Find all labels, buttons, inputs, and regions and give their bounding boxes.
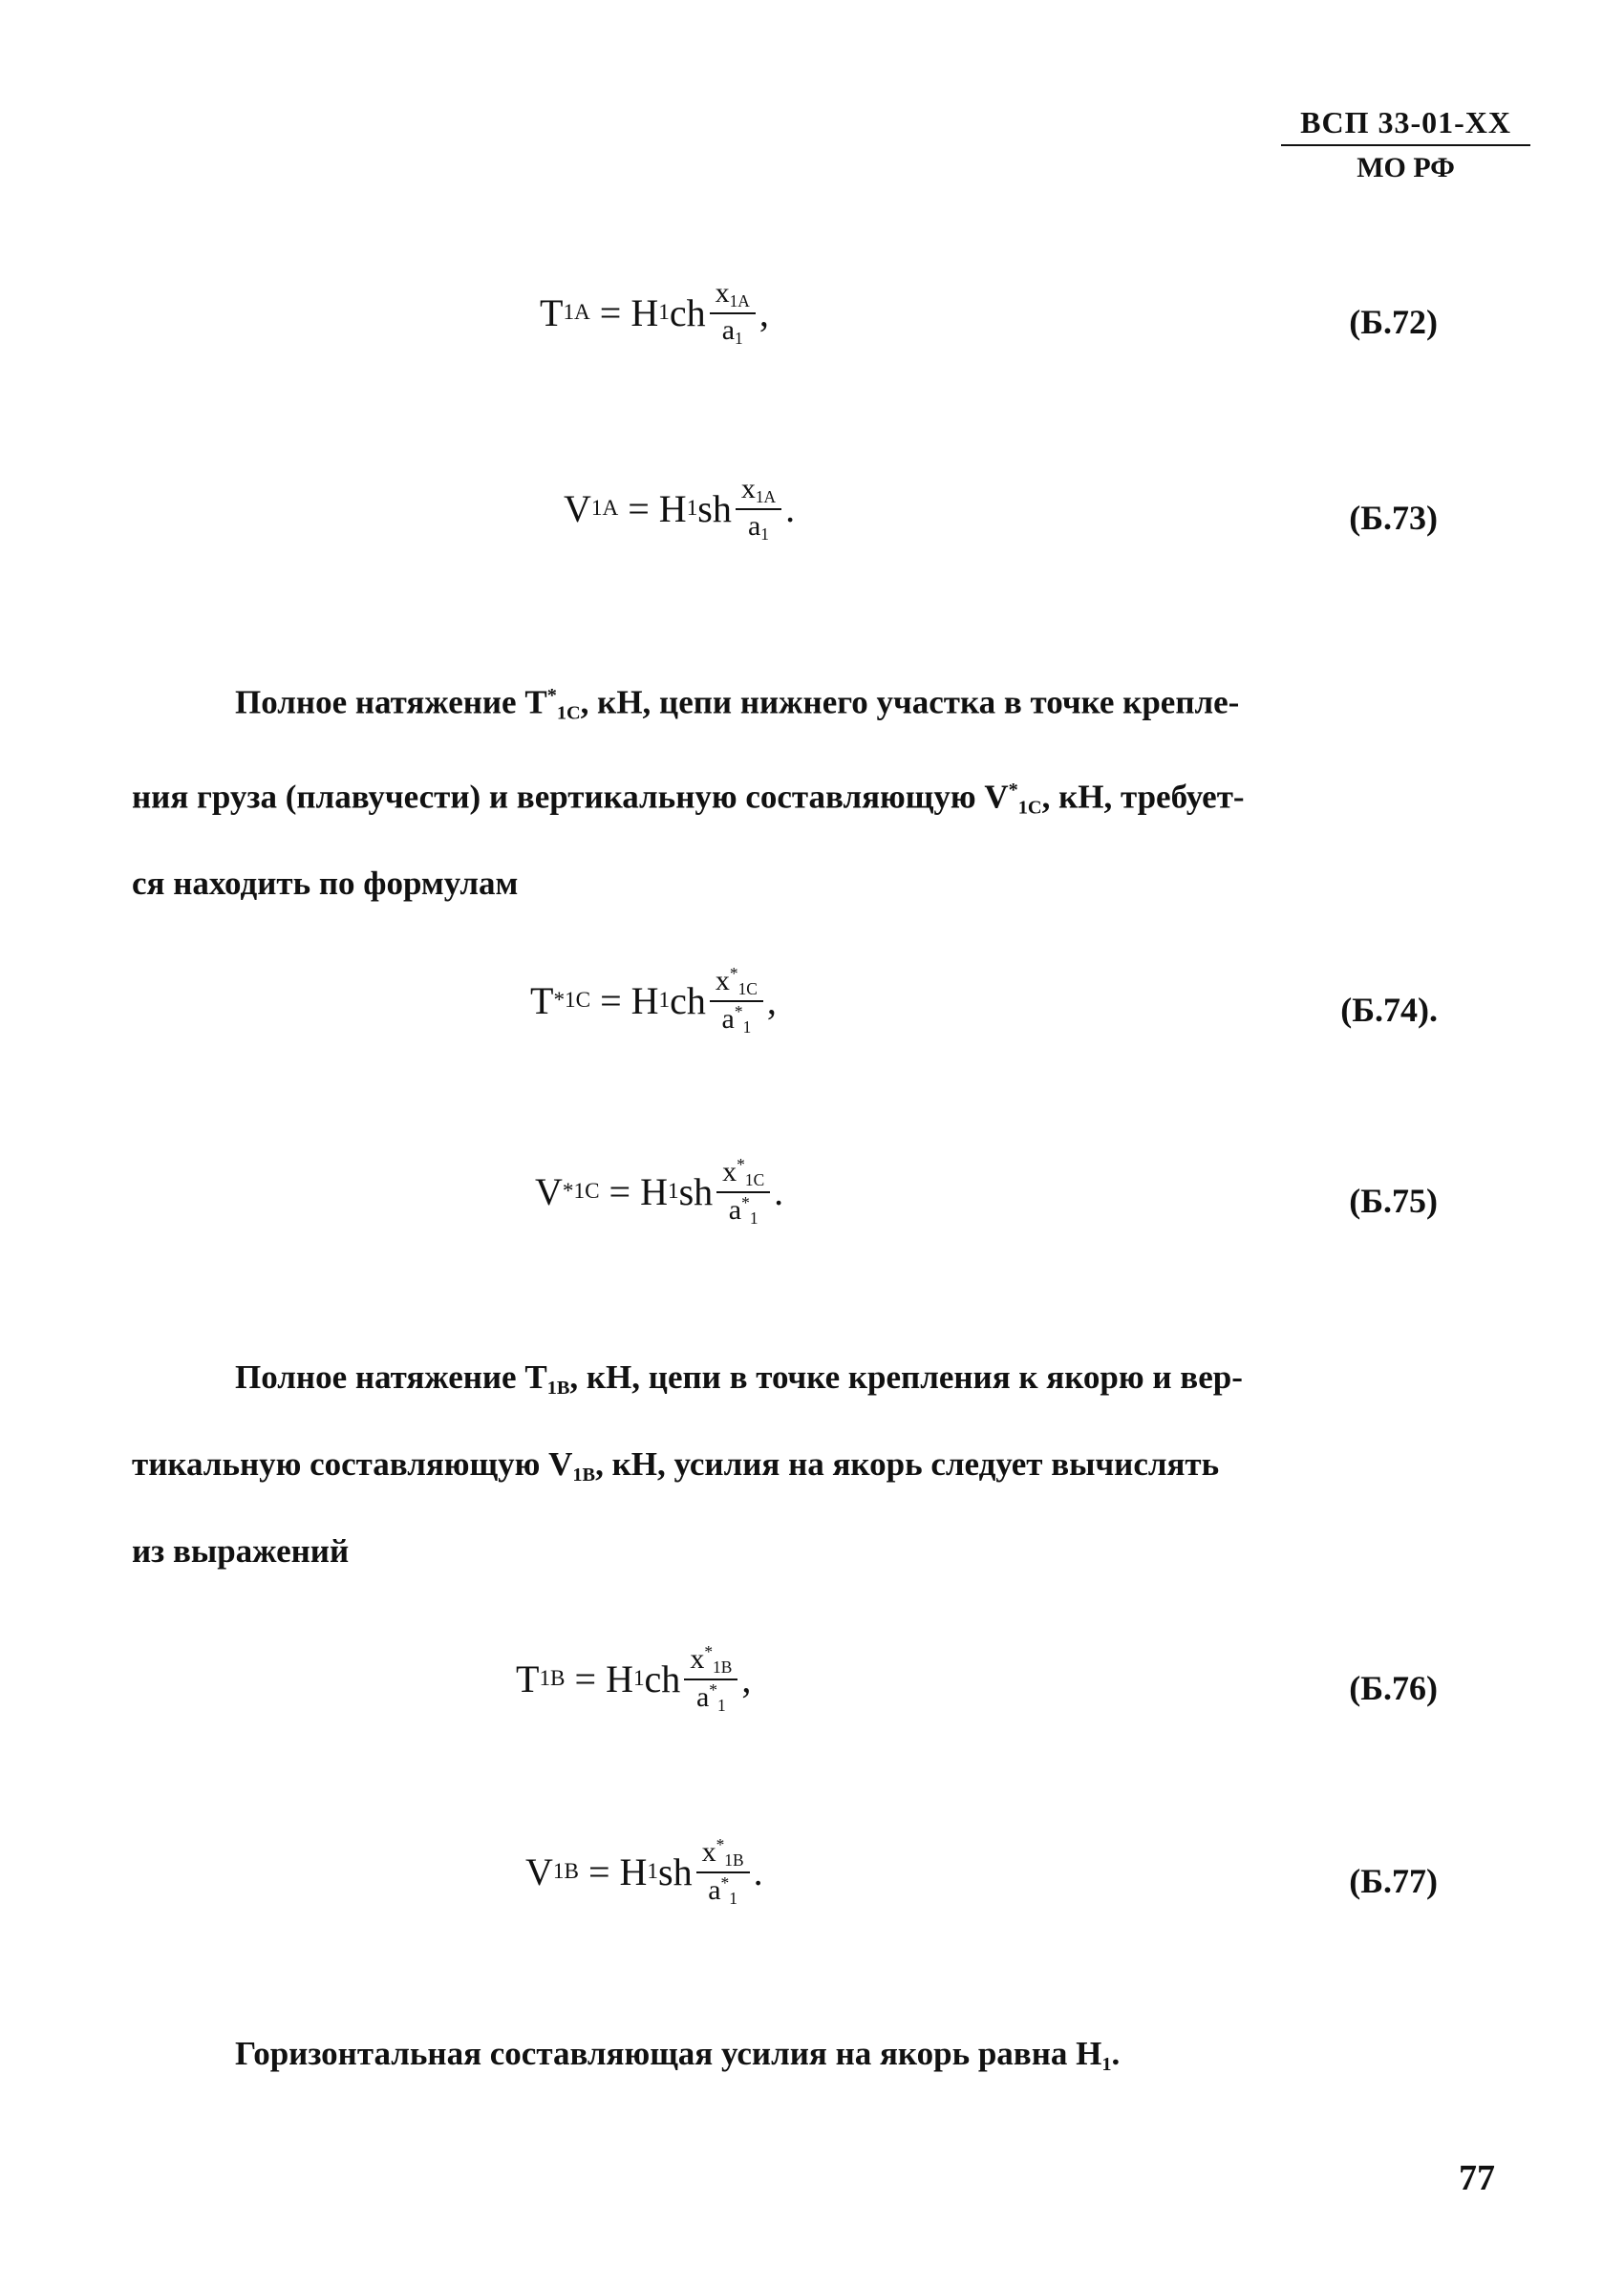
document-header bbox=[1281, 105, 1530, 184]
equation-number: (Б.77) bbox=[1349, 1862, 1438, 1900]
formula: T * 1C = H 1 ch $\frac{x^*_{1C}}{a^*_1}$ , bbox=[530, 964, 777, 1037]
page-number: 77 bbox=[1459, 2158, 1495, 2198]
equation-b74 bbox=[0, 955, 1624, 1070]
equation-b75 bbox=[0, 1146, 1624, 1261]
equation-b77 bbox=[0, 1827, 1624, 1941]
fraction: $\frac{x^*_{1C}}{a^*_1}$ bbox=[710, 965, 763, 1037]
equation-number: (Б.76) bbox=[1349, 1669, 1438, 1707]
formula: V * 1C = H 1 sh $\frac{x^*_{1C}}{a^*_1}$ . bbox=[535, 1155, 784, 1229]
equation-number: (Б.75) bbox=[1349, 1182, 1438, 1220]
paragraph-tension-lower-section: Полное натяжение $T^*_{1C}$, кН, цепи нижнего участка в точке крепле- ния груза (плавучести) и вертикальную составляющую $V^*_{1C}$, кН, требует- ся находить по формулам bbox=[132, 683, 1245, 903]
fraction: $\frac{x^*_{1B}}{a^*_1}$ bbox=[684, 1643, 737, 1716]
equation-b76 bbox=[0, 1634, 1624, 1748]
formula: V 1A = H 1 sh $\frac{x_{1A}}{a_1}$ . bbox=[564, 473, 796, 545]
formula: T 1A = H 1 ch $\frac{x_{1A}}{a_1}$ , bbox=[540, 277, 769, 349]
fraction: $\frac{x^*_{1C}}{a^*_1}$ bbox=[716, 1156, 770, 1229]
formula: V 1B = H 1 sh $\frac{x^*_{1B}}{a^*_1}$ . bbox=[525, 1835, 763, 1909]
paragraph-horizontal-component: Горизонтальная составляющая усилия на якорь равна $H_1$. bbox=[235, 2035, 1121, 2076]
equation-number: (Б.72) bbox=[1349, 303, 1438, 341]
fraction: $\frac{x_{1A}}{a_1}$ bbox=[736, 473, 781, 545]
document-code: ВСП 33-01-ХХ bbox=[1281, 105, 1530, 146]
equation-number: (Б.74). bbox=[1340, 991, 1438, 1029]
document-organization: МО РФ bbox=[1357, 152, 1455, 183]
formula: T 1B = H 1 ch $\frac{x^*_{1B}}{a^*_1}$ , bbox=[516, 1642, 752, 1716]
fraction: $\frac{x_{1A}}{a_1}$ bbox=[710, 277, 756, 349]
fraction: $\frac{x^*_{1B}}{a^*_1}$ bbox=[696, 1836, 750, 1909]
equation-b72 bbox=[0, 267, 1624, 382]
equation-number: (Б.73) bbox=[1349, 499, 1438, 537]
equation-b73 bbox=[0, 463, 1624, 578]
paragraph-tension-anchor-point: Полное натяжение $T_{1B}$, кН, цепи в точке крепления к якорю и вер- тикальную составляющую $V_{1B}$, кН, усилия на якорь следует вычислять из выражений bbox=[132, 1358, 1243, 1571]
